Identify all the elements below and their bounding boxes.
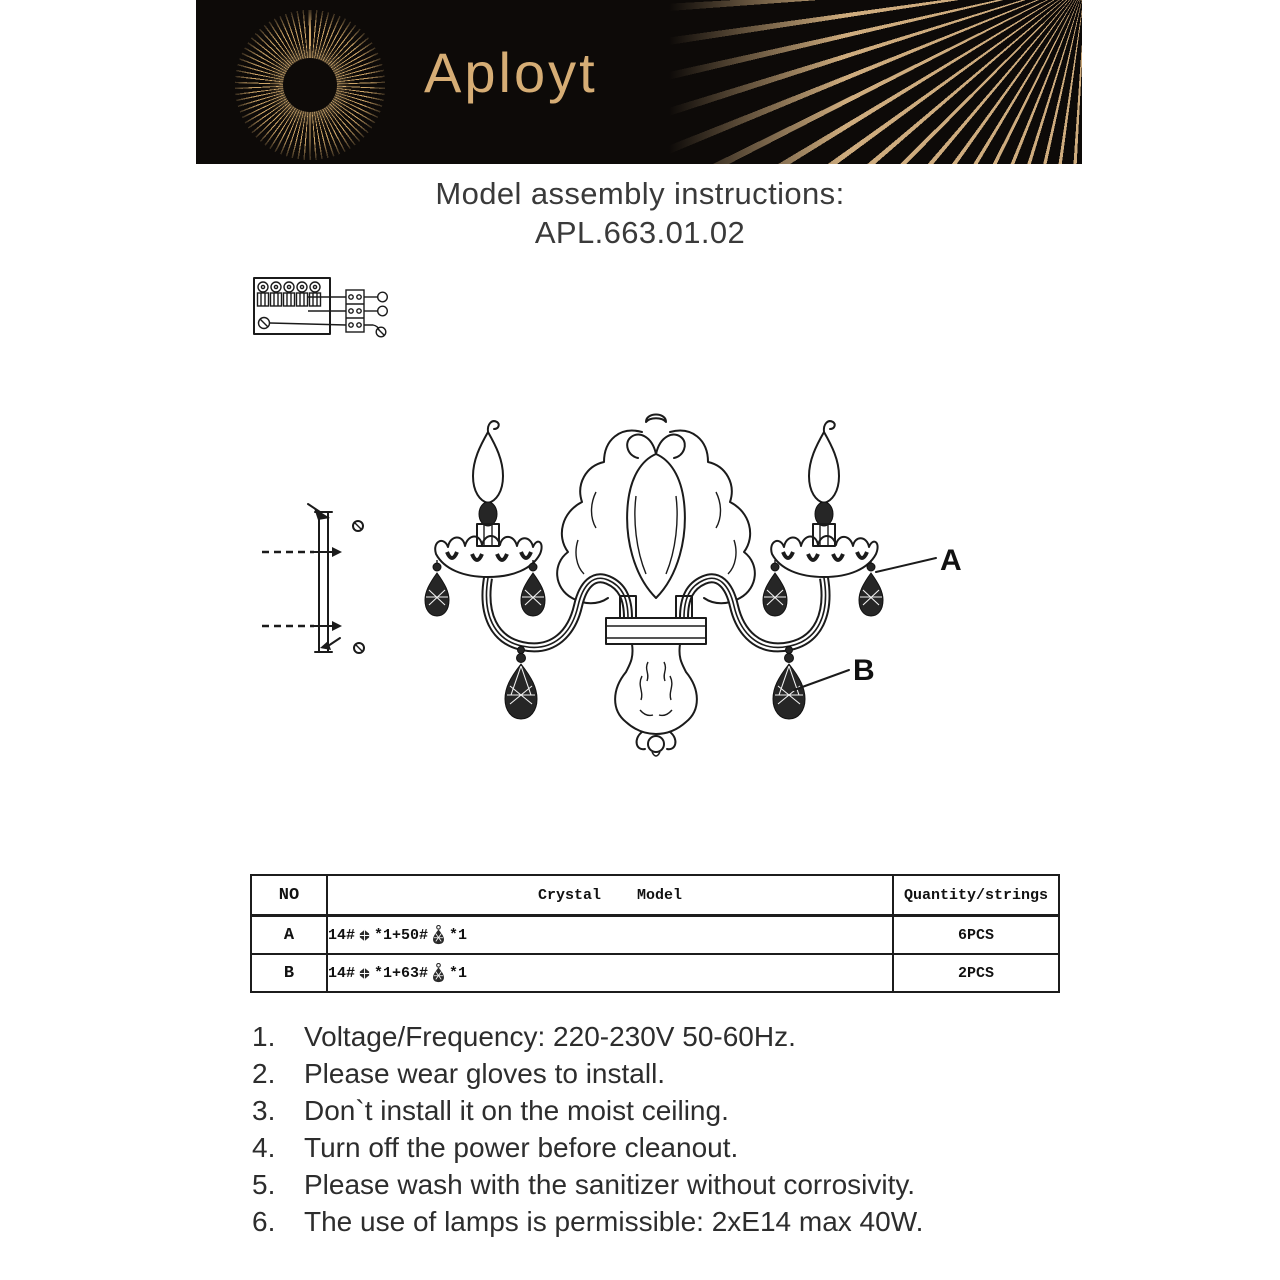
- instruction-item: [252, 1092, 923, 1129]
- instruction-text: Don`t install it on the moist ceiling.: [304, 1095, 729, 1126]
- label-a: A: [940, 544, 962, 577]
- table-row-a: [251, 916, 1059, 955]
- brand-name: Aployt: [424, 41, 598, 104]
- col-header-no: NO: [251, 875, 327, 916]
- mounting-bracket-diagram: [258, 500, 378, 662]
- instruction-number: 6.: [252, 1206, 276, 1237]
- row-b-seg1: 14#: [328, 964, 356, 982]
- row-a-model: [327, 916, 893, 955]
- instruction-item: [252, 1203, 923, 1240]
- page-title: [0, 174, 1280, 252]
- label-b: B: [853, 654, 875, 687]
- instruction-text: Voltage/Frequency: 220-230V 50-60Hz.: [304, 1021, 796, 1052]
- bead-icon: [358, 967, 371, 980]
- row-b-seg2: *1+63#: [374, 964, 429, 982]
- instruction-item: [252, 1166, 923, 1203]
- rays-fade: [652, 0, 1082, 164]
- instruction-text: Please wear gloves to install.: [304, 1058, 666, 1089]
- col-header-qty: Quantity/strings: [893, 875, 1059, 916]
- sconce-drawing: [400, 400, 980, 780]
- instruction-number: 5.: [252, 1169, 276, 1200]
- vase-finial: [615, 644, 697, 756]
- drop-icon: [431, 925, 446, 945]
- sunburst-core: [283, 58, 337, 112]
- instruction-text: The use of lamps is permissible: 2xE14 max 40W.: [304, 1206, 924, 1237]
- row-a-seg1: 14#: [328, 926, 356, 944]
- row-b-seg3: *1: [449, 964, 468, 982]
- instruction-item: [252, 1129, 923, 1166]
- crystal-parts-table: [250, 874, 1060, 993]
- label-a-leader: [876, 558, 936, 572]
- bead-icon: [358, 929, 371, 942]
- instruction-item: [252, 1018, 923, 1055]
- instruction-number: 4.: [252, 1132, 276, 1163]
- table-row-b: [251, 954, 1059, 992]
- table-header-row: [251, 875, 1059, 916]
- instruction-number: 1.: [252, 1021, 276, 1052]
- label-b-leader: [794, 670, 849, 690]
- row-a-no: A: [251, 916, 327, 955]
- backplate-ornament: [557, 415, 755, 604]
- wiring-diagram: [250, 266, 390, 344]
- row-a-seg3: *1: [449, 926, 468, 944]
- instruction-list: [252, 1018, 923, 1240]
- row-b-qty: 2PCS: [893, 954, 1059, 992]
- brand-header: [196, 0, 1082, 164]
- drop-icon: [431, 963, 446, 983]
- instruction-item: [252, 1055, 923, 1092]
- title-line1: Model assembly instructions:: [435, 176, 845, 211]
- instruction-text: Turn off the power before cleanout.: [304, 1132, 739, 1163]
- row-a-qty: 6PCS: [893, 916, 1059, 955]
- row-b-model: [327, 954, 893, 992]
- instruction-number: 2.: [252, 1058, 276, 1089]
- instruction-text: Please wash with the sanitizer without corrosivity.: [304, 1169, 916, 1200]
- instruction-number: 3.: [252, 1095, 276, 1126]
- row-b-no: B: [251, 954, 327, 992]
- col-header-model: Crystal Model: [327, 875, 893, 916]
- mounting-block: [606, 596, 706, 644]
- row-a-seg2: *1+50#: [374, 926, 429, 944]
- title-line2-model-code: APL.663.01.02: [534, 215, 746, 250]
